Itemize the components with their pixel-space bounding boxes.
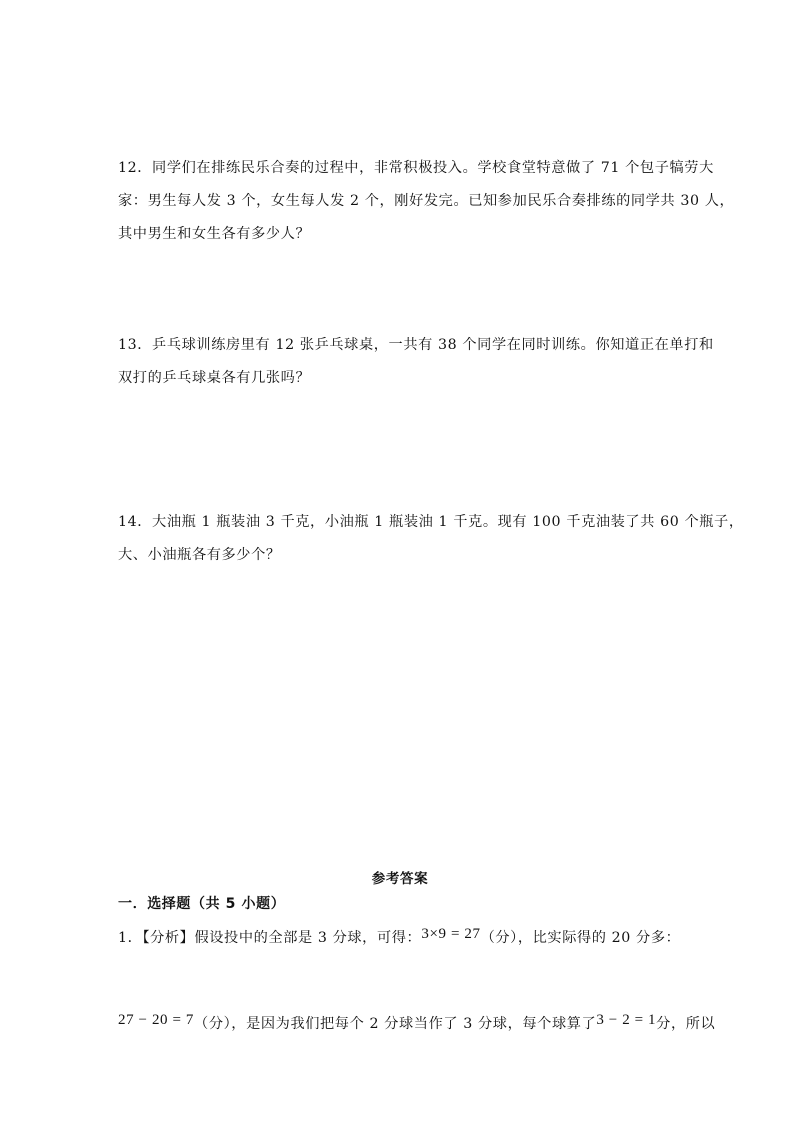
q12-line-3: 其中男生和女生各有多少人？ [118,226,311,242]
q12-line-1: 12．同学们在排练民乐合奏的过程中，非常积极投入。学校食堂特意做了 71 个包子犒劳大 [118,160,714,176]
math-expression: 3 − 2 = 1 [596,1012,657,1028]
math-expression: 3×9 = 27 [421,926,481,942]
answer-text: 分，所以 [656,1016,716,1032]
q14-line-1: 14．大油瓶 1 瓶装油 3 千克，小油瓶 1 瓶装油 1 千克。现有 100 千克油装了共 60 个瓶子， [118,514,744,530]
q13-line-1: 13．乒乓球训练房里有 12 张乒乓球桌，一共有 38 个同学在同时训练。你知道正在单打和 [118,337,714,353]
q13-line-2: 双打的乒乓球桌各有几张吗？ [118,370,311,386]
answer-text: （分），是因为我们把每个 2 分球当作了 3 分球，每个球算了 [194,1016,597,1032]
answer-1-line-2 [118,1013,715,1033]
answer-text: 1．【分析】假设投中的全部是 3 分球，可得： [118,930,422,946]
answer-text: （分），比实际得的 20 分多： [480,930,681,946]
q14-line-2: 大、小油瓶各有多少个？ [118,547,281,563]
answers-title: 参考答案 [371,871,429,887]
answer-1-line-1 [118,927,680,947]
section-heading: 一．选择题（共 5 小题） [118,896,286,912]
q12-line-2: 家：男生每人发 3 个，女生每人发 2 个，刚好发完。已知参加民乐合奏排练的同学共 30 人， [118,193,735,209]
math-expression: 27 − 20 = 7 [118,1012,195,1028]
